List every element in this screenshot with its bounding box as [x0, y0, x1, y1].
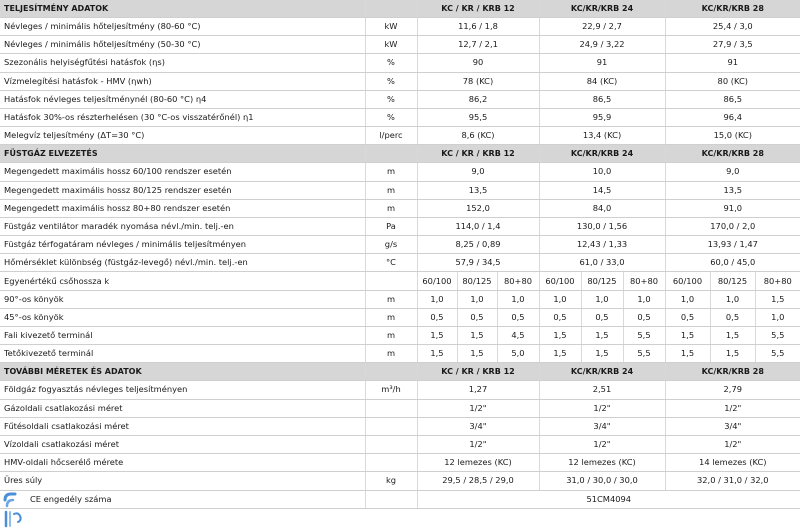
row-value: 24,9 / 3,22: [539, 36, 665, 54]
row-value: 1,5: [710, 327, 755, 345]
model-header: KC / KR / KRB 12: [417, 363, 539, 381]
row-value: 13,4 (KC): [539, 127, 665, 145]
row-unit: l/perc: [365, 127, 417, 145]
row-value: 5,5: [623, 327, 665, 345]
row-unit: [365, 417, 417, 435]
row-label: HMV-oldali hőcserélő mérete: [0, 454, 365, 472]
row-unit: [365, 435, 417, 453]
row-value: 86,5: [539, 90, 665, 108]
row-unit: kW: [365, 36, 417, 54]
unit-header: [365, 145, 417, 163]
row-value: 3/4": [417, 417, 539, 435]
row-value: 12 lemezes (KC): [539, 454, 665, 472]
row-label: Melegvíz teljesítmény (ΔT=30 °C): [0, 127, 365, 145]
row-value: 96,4: [665, 108, 800, 126]
row-value: 1,27: [417, 381, 539, 399]
row-value: 9,0: [665, 163, 800, 181]
row-value: 1,0: [457, 290, 497, 308]
row-label: Fűtésoldali csatlakozási méret: [0, 417, 365, 435]
row-value: 61,0 / 33,0: [539, 254, 665, 272]
row-label: Szezonális helyiségfűtési hatásfok (ηs): [0, 54, 365, 72]
system-subheader: 80+80: [755, 272, 800, 290]
model-header: KC / KR / KRB 12: [417, 145, 539, 163]
row-value: 1/2": [665, 399, 800, 417]
equivalent-length-header-row: [0, 272, 800, 290]
table-row: [0, 399, 800, 417]
row-unit: %: [365, 90, 417, 108]
model-header: KC / KR / KRB 12: [417, 0, 539, 18]
table-row: [0, 72, 800, 90]
row-value: 1,5: [665, 327, 710, 345]
model-header: KC/KR/KRB 24: [539, 0, 665, 18]
row-unit: m: [365, 327, 417, 345]
row-value: 78 (KC): [417, 72, 539, 90]
row-unit: kg: [365, 472, 417, 490]
table-row: [0, 127, 800, 145]
row-unit: [365, 399, 417, 417]
row-value: 1/2": [665, 435, 800, 453]
row-label: Névleges / minimális hőteljesítmény (80-60 °C): [0, 18, 365, 36]
row-value: 12 lemezes (KC): [417, 454, 539, 472]
row-label: Üres súly: [0, 472, 365, 490]
row-value: 1/2": [539, 435, 665, 453]
row-value: 1,0: [417, 290, 457, 308]
row-value: 32,0 / 31,0 / 32,0: [665, 472, 800, 490]
model-header: KC/KR/KRB 28: [665, 363, 800, 381]
table-row: [0, 381, 800, 399]
row-value: 0,5: [665, 308, 710, 326]
table-row: [0, 254, 800, 272]
table-row: [0, 108, 800, 126]
system-subheader: 60/100: [539, 272, 581, 290]
row-value: 0,5: [417, 308, 457, 326]
row-label: Vízmelegítési hatásfok - HMV (ηwh): [0, 72, 365, 90]
row-label: Földgáz fogyasztás névleges teljesítményen: [0, 381, 365, 399]
row-value: 1,5: [539, 345, 581, 363]
system-subheader: 80/125: [457, 272, 497, 290]
row-value: 15,0 (KC): [665, 127, 800, 145]
table-row: [0, 18, 800, 36]
section-header-row: [0, 363, 800, 381]
row-label: Vízoldali csatlakozási méret: [0, 435, 365, 453]
row-value: 1,5: [710, 345, 755, 363]
row-value: 86,5: [665, 90, 800, 108]
row-label: Füstgáz ventilátor maradék nyomása névl./min. telj.-en: [0, 217, 365, 235]
row-value: 5,5: [623, 345, 665, 363]
row-value: 0,5: [710, 308, 755, 326]
row-value: 14 lemezes (KC): [665, 454, 800, 472]
row-value: 1,5: [581, 345, 623, 363]
row-label: Tetőkivezető terminál: [0, 345, 365, 363]
row-value: 1,5: [417, 327, 457, 345]
row-value: 0,5: [457, 308, 497, 326]
row-value: 1,5: [457, 345, 497, 363]
row-value: 170,0 / 2,0: [665, 217, 800, 235]
row-value: 1,5: [417, 345, 457, 363]
table-row: [0, 181, 800, 199]
row-label: Hatásfok 30%-os részterhelésen (30 °C-os visszatérőnél) η1: [0, 108, 365, 126]
row-value: 22,9 / 2,7: [539, 18, 665, 36]
section-header-row: [0, 0, 800, 18]
system-subheader: 80+80: [497, 272, 539, 290]
row-value: 31,0 / 30,0 / 30,0: [539, 472, 665, 490]
row-value: 5,5: [755, 345, 800, 363]
row-label: Megengedett maximális hossz 80+80 rendszer esetén: [0, 199, 365, 217]
row-unit: m: [365, 290, 417, 308]
row-value: 130,0 / 1,56: [539, 217, 665, 235]
table-row: [0, 199, 800, 217]
section-title: FÜSTGÁZ ELVEZETÉS: [0, 145, 365, 163]
row-value: 0,5: [581, 308, 623, 326]
row-value: 29,5 / 28,5 / 29,0: [417, 472, 539, 490]
row-value: 3/4": [539, 417, 665, 435]
row-label: Hőmérséklet különbség (füstgáz-levegő) névl./min. telj.-en: [0, 254, 365, 272]
row-value: 8,6 (KC): [417, 127, 539, 145]
row-label: Hatásfok névleges teljesítménynél (80-60 °C) η4: [0, 90, 365, 108]
row-unit: m: [365, 199, 417, 217]
row-unit: g/s: [365, 236, 417, 254]
row-unit: %: [365, 72, 417, 90]
row-value: 1,5: [539, 327, 581, 345]
model-header: KC/KR/KRB 24: [539, 145, 665, 163]
row-value: 1,0: [581, 290, 623, 308]
table-row: [0, 163, 800, 181]
row-value: 1,0: [665, 290, 710, 308]
table-row: [0, 54, 800, 72]
table-row: [0, 417, 800, 435]
row-value: 1,5: [755, 290, 800, 308]
row-unit: [365, 490, 417, 508]
row-value: 95,9: [539, 108, 665, 126]
table-row: [0, 217, 800, 235]
row-value: 1/2": [417, 435, 539, 453]
unit-header: [365, 0, 417, 18]
row-value: 12,7 / 2,1: [417, 36, 539, 54]
row-label: Megengedett maximális hossz 80/125 rendszer esetén: [0, 181, 365, 199]
row-unit: m: [365, 181, 417, 199]
row-value: 1,0: [497, 290, 539, 308]
certificate-number: 51CM4094: [417, 490, 800, 508]
row-value: 1/2": [417, 399, 539, 417]
row-label: Fali kivezető terminál: [0, 327, 365, 345]
row-value: 27,9 / 3,5: [665, 36, 800, 54]
row-label: 90°-os könyök: [0, 290, 365, 308]
table-row: [0, 236, 800, 254]
row-value: 1,5: [665, 345, 710, 363]
row-value: 13,5: [665, 181, 800, 199]
row-value: 86,2: [417, 90, 539, 108]
row-value: 4,5: [497, 327, 539, 345]
row-unit: %: [365, 54, 417, 72]
row-value: 13,5: [417, 181, 539, 199]
model-header: KC/KR/KRB 28: [665, 145, 800, 163]
system-subheader: 80/125: [581, 272, 623, 290]
row-unit: m: [365, 308, 417, 326]
system-subheader: 80/125: [710, 272, 755, 290]
row-label: Gázoldali csatlakozási méret: [0, 399, 365, 417]
row-value: 11,6 / 1,8: [417, 18, 539, 36]
row-value: 5,5: [755, 327, 800, 345]
table-row: [0, 327, 800, 345]
row-value: 1,5: [581, 327, 623, 345]
row-value: 10,0: [539, 163, 665, 181]
row-unit: [365, 272, 417, 290]
row-label: Névleges / minimális hőteljesítmény (50-30 °C): [0, 36, 365, 54]
row-value: 152,0: [417, 199, 539, 217]
equivalent-length-label: Egyenértékű csőhossza k: [0, 272, 365, 290]
row-label: Füstgáz térfogatáram névleges / minimális teljesítményen: [0, 236, 365, 254]
row-value: 13,93 / 1,47: [665, 236, 800, 254]
row-value: 0,5: [497, 308, 539, 326]
row-value: 1/2": [539, 399, 665, 417]
row-value: 12,43 / 1,33: [539, 236, 665, 254]
system-subheader: 60/100: [665, 272, 710, 290]
row-label: Megengedett maximális hossz 60/100 rendszer esetén: [0, 163, 365, 181]
row-value: 57,9 / 34,5: [417, 254, 539, 272]
row-value: 1,0: [539, 290, 581, 308]
row-value: 90: [417, 54, 539, 72]
row-value: 5,0: [497, 345, 539, 363]
model-header: KC/KR/KRB 28: [665, 0, 800, 18]
system-subheader: 80+80: [623, 272, 665, 290]
row-unit: Pa: [365, 217, 417, 235]
row-value: 25,4 / 3,0: [665, 18, 800, 36]
table-row: [0, 308, 800, 326]
row-value: 1,0: [710, 290, 755, 308]
row-unit: m³/h: [365, 381, 417, 399]
certificate-label: CE engedély száma: [0, 490, 365, 508]
row-value: 3/4": [665, 417, 800, 435]
row-unit: m: [365, 163, 417, 181]
row-value: 1,0: [623, 290, 665, 308]
row-value: 60,0 / 45,0: [665, 254, 800, 272]
row-unit: %: [365, 108, 417, 126]
certificate-row: [0, 490, 800, 508]
table-row: [0, 472, 800, 490]
row-value: 91,0: [665, 199, 800, 217]
row-value: 91: [539, 54, 665, 72]
row-unit: kW: [365, 18, 417, 36]
row-value: 114,0 / 1,4: [417, 217, 539, 235]
row-value: 8,25 / 0,89: [417, 236, 539, 254]
table-row: [0, 290, 800, 308]
table-row: [0, 90, 800, 108]
row-value: 84 (KC): [539, 72, 665, 90]
row-value: 0,5: [539, 308, 581, 326]
row-unit: °C: [365, 254, 417, 272]
row-value: 84,0: [539, 199, 665, 217]
row-value: 9,0: [417, 163, 539, 181]
row-value: 0,5: [623, 308, 665, 326]
section-title: TELJESÍTMÉNY ADATOK: [0, 0, 365, 18]
table-row: [0, 435, 800, 453]
row-value: 1,0: [755, 308, 800, 326]
row-value: 2,51: [539, 381, 665, 399]
table-row: [0, 36, 800, 54]
row-value: 91: [665, 54, 800, 72]
row-unit: [365, 454, 417, 472]
model-header: KC/KR/KRB 24: [539, 363, 665, 381]
row-label: 45°-os könyök: [0, 308, 365, 326]
row-value: 14,5: [539, 181, 665, 199]
table-row: [0, 454, 800, 472]
system-subheader: 60/100: [417, 272, 457, 290]
logo-mark-icon: [2, 492, 32, 530]
unit-header: [365, 363, 417, 381]
row-value: 2,79: [665, 381, 800, 399]
row-value: 1,5: [457, 327, 497, 345]
section-header-row: [0, 145, 800, 163]
row-value: 95,5: [417, 108, 539, 126]
row-unit: m: [365, 345, 417, 363]
section-title: TOVÁBBI MÉRETEK ÉS ADATOK: [0, 363, 365, 381]
table-row: [0, 345, 800, 363]
row-value: 80 (KC): [665, 72, 800, 90]
